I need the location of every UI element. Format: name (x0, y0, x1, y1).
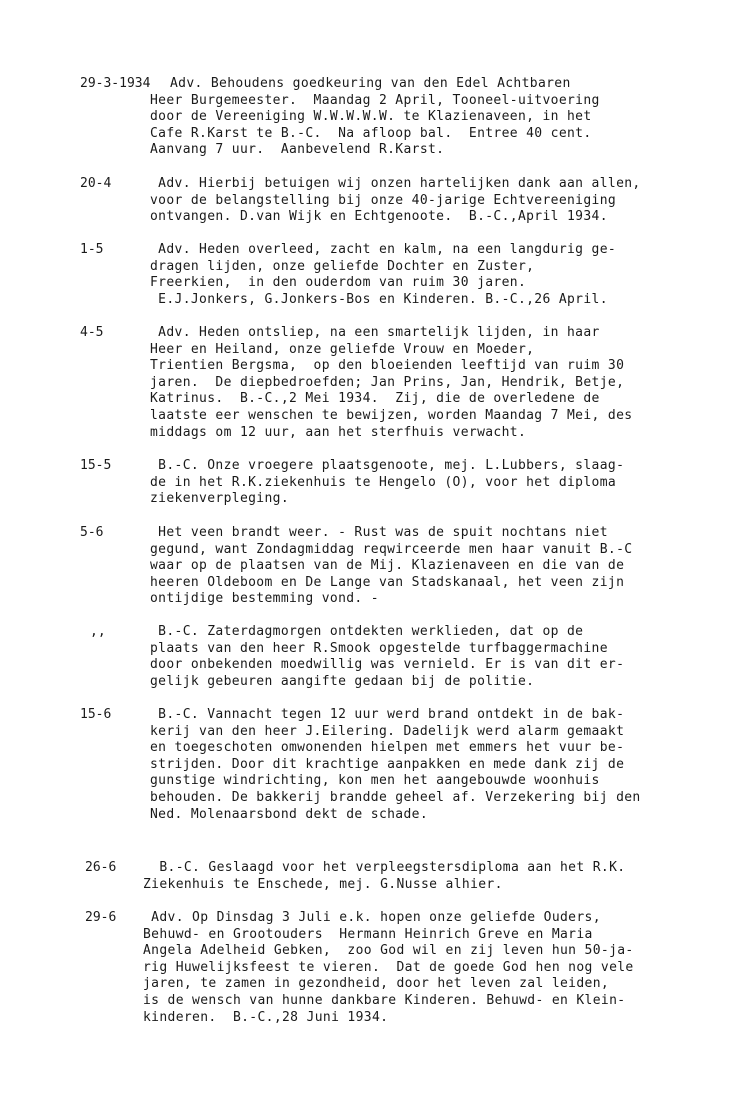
entry-line: de in het R.K.ziekenhuis te Hengelo (O), voor het diploma (150, 474, 617, 490)
entry-line: Trientien Bergsma, op den bloeienden leeftijd van ruim 30 (150, 358, 625, 374)
entry-line: middags om 12 uur, aan het sterfhuis verwacht. (150, 424, 527, 440)
entry-line: Katrinus. B.-C.,2 Mei 1934. Zij, die de overledene de (150, 391, 600, 407)
entry-date: 29-3-1934 (80, 76, 151, 91)
entry-date: 1-5 (80, 242, 104, 257)
entry-date: 5-6 (80, 525, 104, 540)
entry-line: laatste eer wenschen te bewijzen, worden Maandag 7 Mei, des (150, 407, 633, 423)
entry-line: voor de belangstelling bij onze 40-jarige Echtvereeniging (150, 192, 617, 208)
entry-line: Heer en Heiland, onze geliefde Vrouw en Moeder, (150, 341, 535, 357)
entry-text (150, 525, 632, 608)
entry-line: en toegeschoten omwonenden hielpen met emmers het vuur be- (150, 740, 625, 756)
entry-line: gunstige windrichting, kon men het aangebouwde woonhuis (150, 773, 600, 789)
entry-line: ontijdige bestemming vond. - (150, 591, 379, 607)
entry-line: gelijk gebeuren aangifte gedaan bij de politie. (150, 673, 535, 689)
entry-text (150, 325, 632, 441)
entry-line: kerij van den heer J.Eilering. Dadelijk werd alarm gemaakt (150, 723, 625, 739)
entry-date: 29-6 (85, 910, 117, 925)
entry-text (150, 458, 624, 508)
entry-line: Adv. Heden ontsliep, na een smartelijk lijden, in haar (150, 325, 600, 340)
entry-line: B.-C. Geslaagd voor het verpleegstersdiploma aan het R.K. (143, 860, 626, 875)
entry-line: Adv. Op Dinsdag 3 Juli e.k. hopen onze geliefde Ouders, (143, 910, 601, 925)
entry-line: jaren. De diepbedroefden; Jan Prins, Jan, Hendrik, Betje, (150, 374, 625, 390)
entry-text (143, 860, 625, 893)
entry-line: B.-C. Onze vroegere plaatsgenoote, mej. L.Lubbers, slaag- (150, 458, 625, 473)
entry-date: 4-5 (80, 325, 104, 340)
entry-line: E.J.Jonkers, G.Jonkers-Bos en Kinderen. B.-C.,26 April. (150, 291, 608, 307)
entry-date: 26-6 (85, 860, 117, 875)
entry-line: rig Huwelijksfeest te vieren. Dat de goede God hen nog vele (143, 959, 634, 975)
entry-text (150, 624, 624, 690)
entry-line: Heer Burgemeester. Maandag 2 April, Tooneel-uitvoering (150, 92, 600, 108)
entry-line: kinderen. B.-C.,28 Juni 1934. (143, 1009, 389, 1025)
entry-line: B.-C. Vannacht tegen 12 uur werd brand ontdekt in de bak- (150, 707, 625, 722)
entry-line: Adv. Heden overleed, zacht en kalm, na een langdurig ge- (150, 242, 617, 257)
entry-date: ,, (90, 624, 106, 639)
entry-line: Ned. Molenaarsbond dekt de schade. (150, 806, 429, 822)
entry-line: Aanvang 7 uur. Aanbevelend R.Karst. (150, 142, 445, 158)
entry-line: ontvangen. D.van Wijk en Echtgenoote. B.-C.,April 1934. (150, 209, 608, 225)
entry-line: door onbekenden moedwillig was vernield. Er is van dit er- (150, 657, 625, 673)
entry-line: Adv. Hierbij betuigen wij onzen hartelijken dank aan allen, (150, 176, 641, 191)
entry-line: Ziekenhuis te Enschede, mej. G.Nusse alhier. (143, 876, 503, 892)
entry-date: 15-5 (80, 458, 112, 473)
entry-line: Het veen brandt weer. - Rust was de spuit nochtans niet (150, 525, 608, 540)
entry-line: heeren Oldeboom en De Lange van Stadskanaal, het veen zijn (150, 574, 625, 590)
entry-line: ziekenverpleging. (150, 491, 290, 507)
entry-text (150, 707, 641, 823)
entry-line: strijden. Door dit krachtige aanpakken en mede dank zij de (150, 756, 625, 772)
entry-line: B.-C. Zaterdagmorgen ontdekten werklieden, dat op de (150, 624, 584, 639)
entry-line: Angela Adelheid Gebken, zoo God wil en zij leven hun 50-ja- (143, 943, 634, 959)
entry-line: waar op de plaatsen van de Mij. Klazienaveen en die van de (150, 558, 625, 574)
entry-line: plaats van den heer R.Smook opgestelde turfbaggermachine (150, 640, 608, 656)
entry-line: is de wensch van hunne dankbare Kinderen. Behuwd- en Klein- (143, 992, 626, 1008)
entry-line: behouden. De bakkerij brandde geheel af. Verzekering bij den (150, 789, 641, 805)
entry-date: 15-6 (80, 707, 112, 722)
entry-line: jaren, te zamen in gezondheid, door het leven zal leiden, (143, 976, 610, 992)
entry-line: Freerkien, in den ouderdom van ruim 30 jaren. (150, 275, 527, 291)
entry-line: dragen lijden, onze geliefde Dochter en Zuster, (150, 258, 535, 274)
entry-line: Behuwd- en Grootouders Hermann Heinrich Greve en Maria (143, 926, 593, 942)
entry-date: 20-4 (80, 176, 112, 191)
entry-text (150, 76, 600, 159)
entry-line: Cafe R.Karst te B.-C. Na afloop bal. Entree 40 cent. (150, 125, 592, 141)
entry-text (150, 176, 641, 226)
entry-line: gegund, want Zondagmiddag reqwirceerde men haar vanuit B.-C (150, 541, 633, 557)
entry-line: Adv. Behoudens goedkeuring van den Edel Achtbaren (170, 76, 571, 91)
entry-text (143, 910, 634, 1026)
entry-text (150, 242, 616, 308)
entry-line: door de Vereeniging W.W.W.W.W. te Klazienaveen, in het (150, 109, 592, 125)
